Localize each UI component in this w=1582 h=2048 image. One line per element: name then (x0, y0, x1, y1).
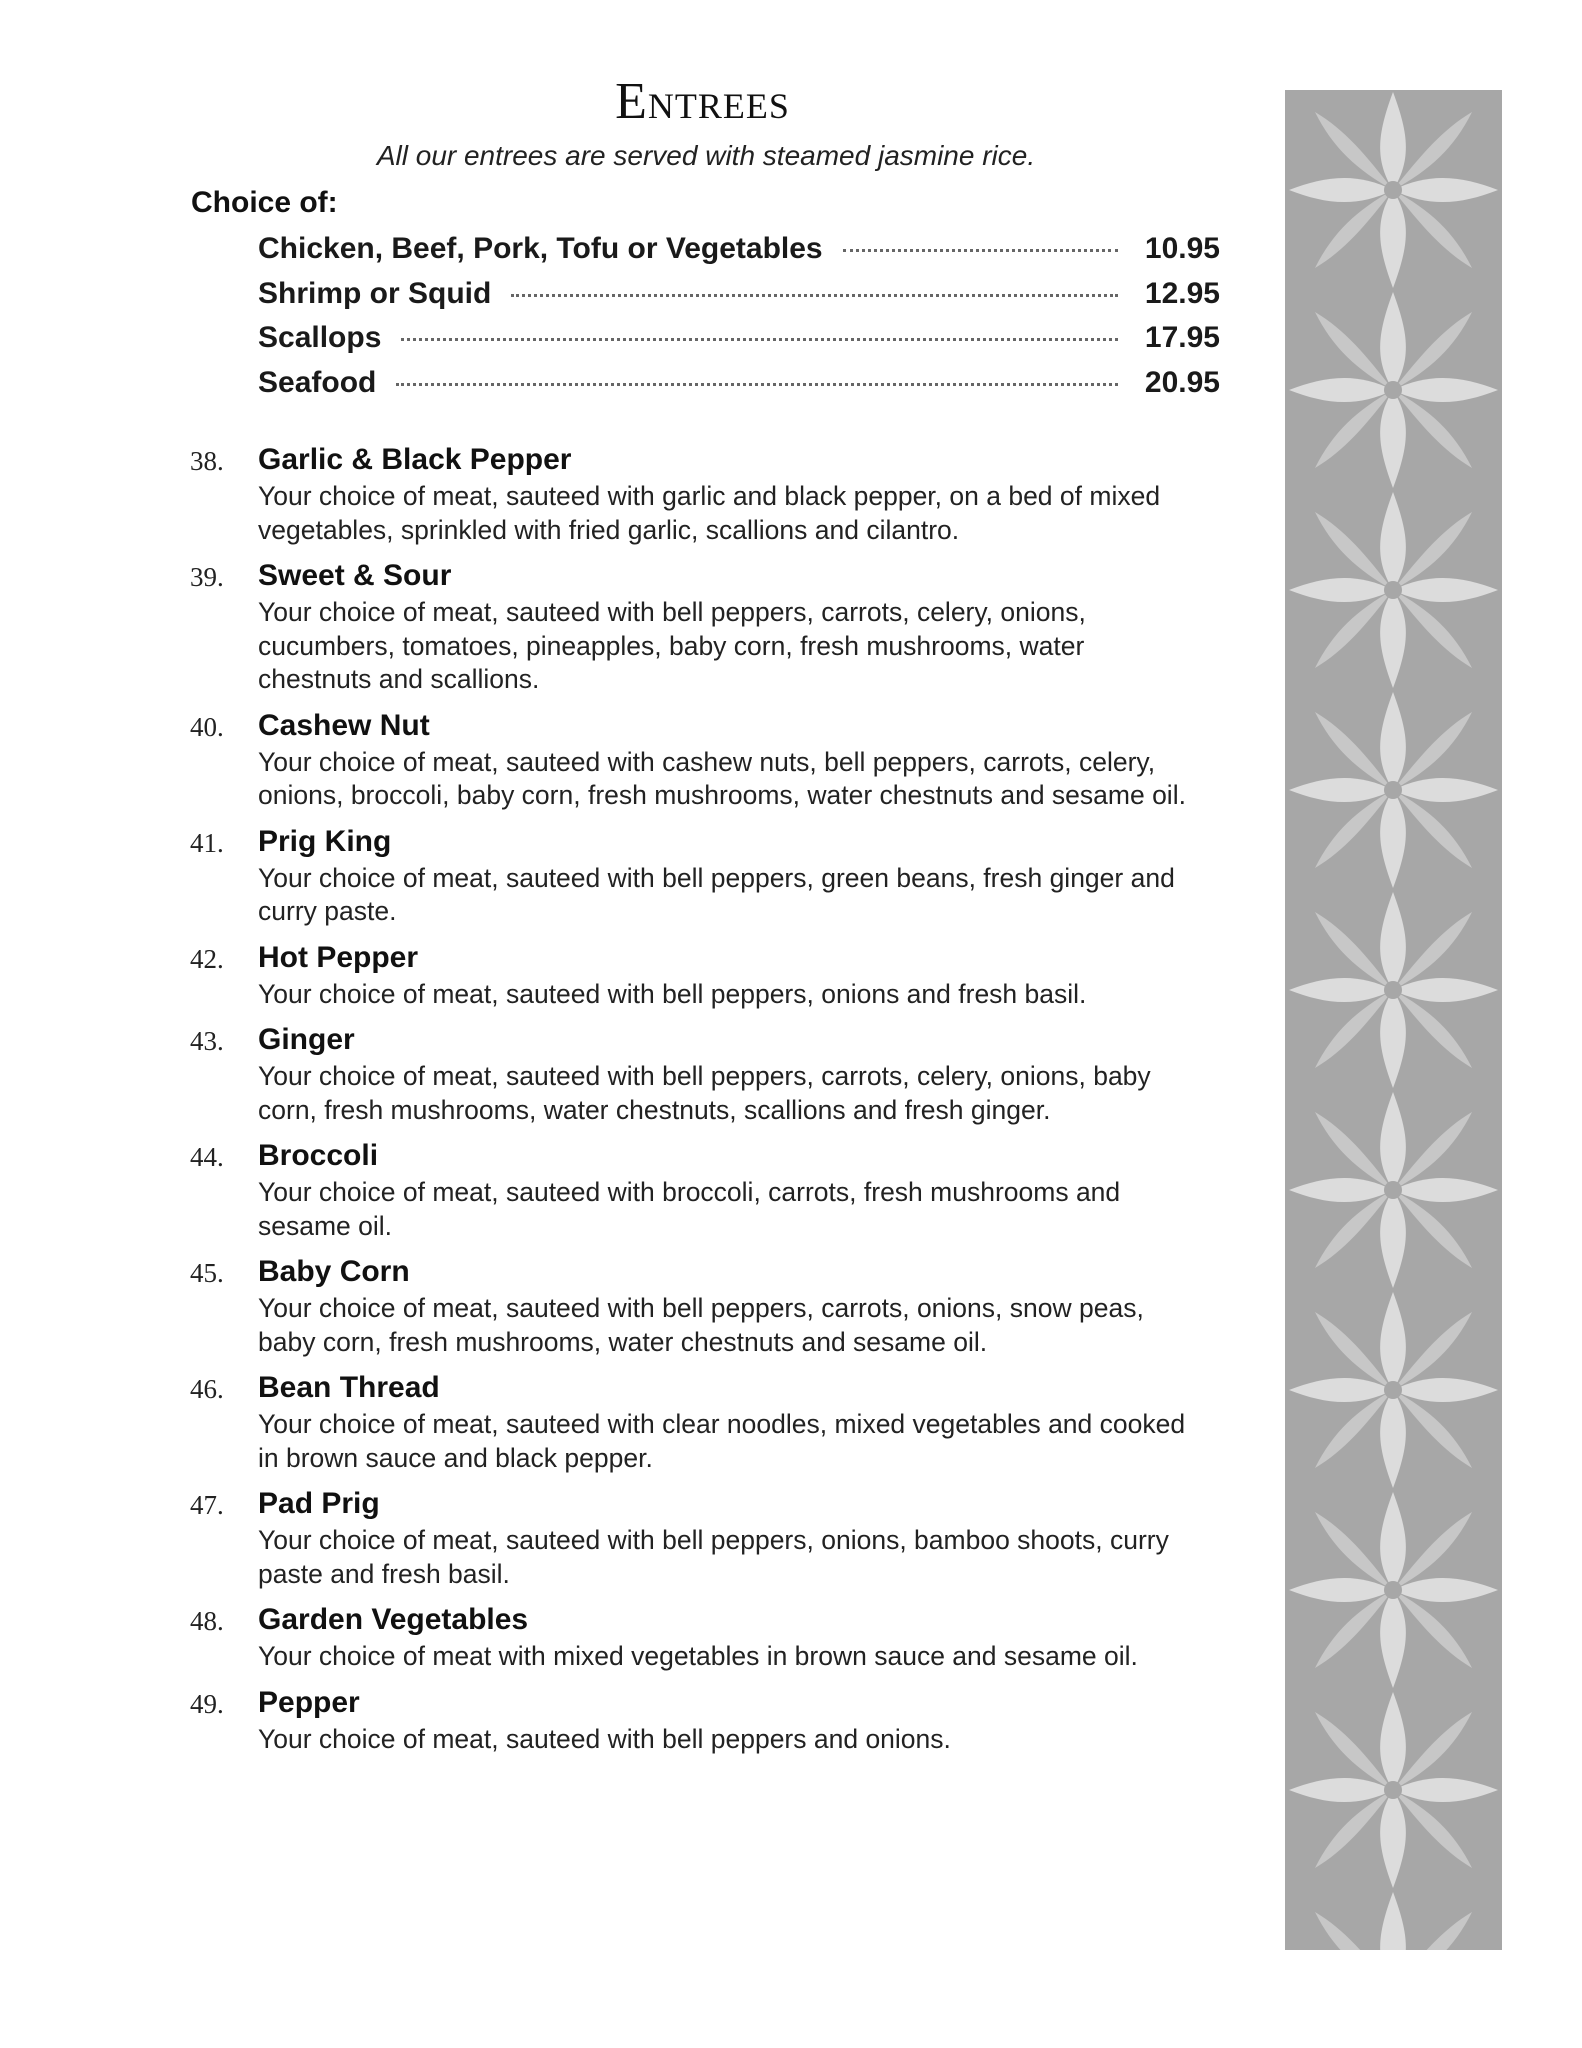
dot-leader (843, 249, 1118, 252)
menu-item (190, 1484, 1170, 1591)
item-name: Hot Pepper (258, 940, 419, 974)
item-description: Your choice of meat with mixed vegetables in brown sauce and sesame oil. (258, 1641, 1138, 1671)
item-description: Your choice of meat, sauteed with bell peppers and onions. (258, 1723, 951, 1754)
price-value: 12.95 (1144, 276, 1220, 310)
item-name: Garden Vegetables (258, 1603, 529, 1636)
price-row (258, 321, 1220, 366)
item-description: Your choice of meat, sauteed with bell peppers, onions, bamboo shoots, curry paste and fresh basil. (258, 1525, 1169, 1589)
item-name: Sweet & Sour (258, 559, 452, 592)
menu-item (190, 938, 1170, 1012)
item-name: Baby Corn (258, 1255, 410, 1288)
decorative-sidebar (1285, 90, 1502, 1950)
menu-item (190, 1683, 1170, 1757)
item-number: 38. (190, 446, 224, 476)
item-name: Pepper (258, 1685, 360, 1719)
menu-item (190, 822, 1175, 929)
item-description: Your choice of meat, sauteed with bell peppers, green beans, fresh ginger and curry paste. (258, 862, 1175, 926)
menu-item (190, 1368, 1186, 1475)
protein-price-list (258, 232, 1220, 411)
price-option-name: Scallops (258, 321, 382, 355)
item-description: Your choice of meat, sauteed with broccoli, carrots, fresh mushrooms and sesame oil. (258, 1177, 1121, 1241)
thai-ornament-icon (1285, 90, 1502, 1950)
price-value: 17.95 (1144, 321, 1220, 355)
item-number: 39. (190, 562, 224, 592)
item-number: 40. (190, 711, 224, 742)
item-name: Bean Thread (258, 1371, 440, 1404)
menu-item (190, 706, 1186, 813)
item-description: Your choice of meat, sauteed with clear noodles, mixed vegetables and cooked in brown sauce and black pepper. (258, 1409, 1186, 1473)
item-number: 48. (190, 1606, 224, 1636)
item-description: Your choice of meat, sauteed with bell peppers, carrots, celery, onions, cucumbers, tomatoes, pineapples, baby corn, fresh mushrooms, water chestnuts and scallions. (258, 597, 1086, 694)
menu-item (190, 1600, 1170, 1674)
item-number: 45. (190, 1258, 224, 1288)
entree-list (190, 440, 1186, 1765)
item-number: 43. (190, 1026, 224, 1056)
item-description: Your choice of meat, sauteed with bell peppers, onions and fresh basil. (258, 978, 1087, 1009)
menu-item (190, 1020, 1170, 1127)
item-number: 46. (190, 1374, 224, 1404)
price-option-name: Seafood (258, 366, 377, 400)
item-name: Broccoli (258, 1139, 379, 1172)
dot-leader (511, 294, 1118, 297)
price-option-name: Chicken, Beef, Pork, Tofu or Vegetables (258, 232, 823, 265)
choice-label: Choice of: (191, 186, 338, 219)
item-name: Cashew Nut (258, 708, 430, 742)
price-value: 20.95 (1144, 366, 1220, 400)
price-option-name: Shrimp or Squid (258, 276, 492, 310)
price-row (258, 366, 1220, 411)
menu-item (190, 440, 1170, 547)
price-value: 10.95 (1144, 232, 1220, 265)
item-name: Ginger (258, 1023, 355, 1056)
page-title: Entrees (615, 73, 790, 130)
dot-leader (396, 383, 1118, 386)
item-name: Pad Prig (258, 1487, 380, 1520)
page-subtitle: All our entrees are served with steamed jasmine rice. (376, 140, 1036, 171)
item-number: 49. (190, 1688, 224, 1719)
menu-item (190, 556, 1170, 697)
item-name: Garlic & Black Pepper (258, 443, 572, 476)
item-description: Your choice of meat, sauteed with bell peppers, carrots, onions, snow peas, baby corn, fresh mushrooms, water chestnuts and sesame oil. (258, 1293, 1144, 1357)
item-number: 41. (190, 827, 224, 858)
item-number: 47. (190, 1490, 224, 1520)
price-row (258, 232, 1220, 277)
item-name: Prig King (258, 824, 392, 858)
item-description: Your choice of meat, sauteed with garlic and black pepper, on a bed of mixed vegetables, sprinkled with fried garlic, scallions and cilantro. (258, 481, 1161, 545)
item-description: Your choice of meat, sauteed with bell peppers, carrots, celery, onions, baby corn, fresh mushrooms, water chestnuts, scallions and fresh ginger. (258, 1061, 1151, 1125)
dot-leader (401, 338, 1118, 341)
menu-item (190, 1252, 1170, 1359)
item-number: 42. (190, 943, 224, 974)
item-description: Your choice of meat, sauteed with cashew nuts, bell peppers, carrots, celery, onions, broccoli, baby corn, fresh mushrooms, water chestnuts and sesame oil. (258, 746, 1186, 810)
price-row (258, 277, 1220, 322)
item-number: 44. (190, 1142, 224, 1172)
menu-item (190, 1136, 1170, 1243)
